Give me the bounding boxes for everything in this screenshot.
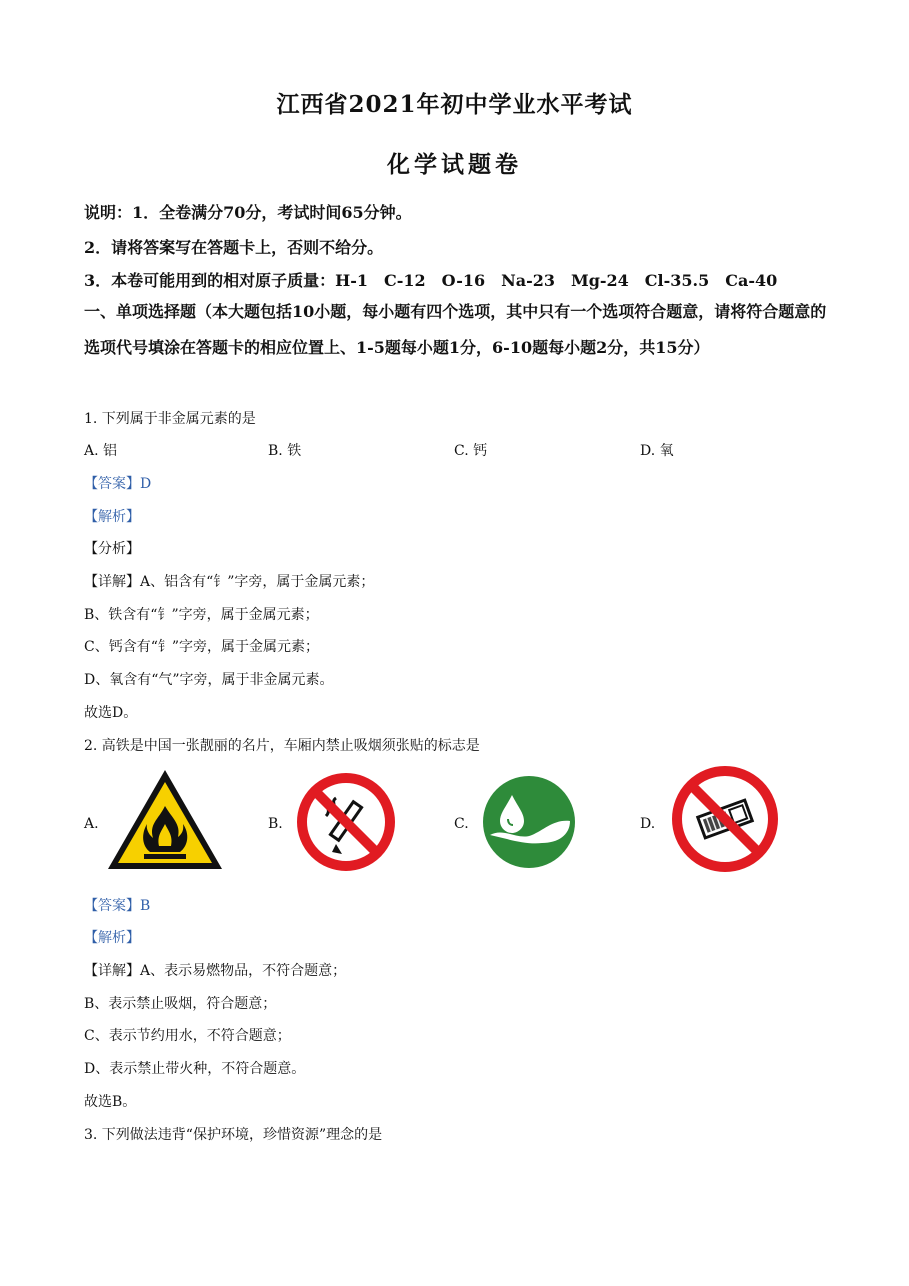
water-saving-icon — [482, 775, 576, 869]
q2-analysis-label: 【解析】 — [84, 930, 140, 946]
q1-option-a: A. 铝 — [84, 443, 118, 459]
q2-detail-1: 【详解】A、表示易燃物品，不符合题意； — [84, 963, 347, 979]
q1-fenxi-label: 【分析】 — [84, 541, 140, 557]
no-fire-source-icon — [670, 764, 780, 874]
q1-option-c: C. 钙 — [454, 443, 488, 459]
q1-detail-3: C、钙含有“钅”字旁，属于金属元素； — [84, 639, 320, 655]
flammable-warning-icon — [106, 768, 224, 872]
q2-answer: 【答案】B — [84, 898, 151, 914]
instruction-2: 2．请将答案写在答题卡上，否则不给分。 — [84, 238, 384, 257]
exam-title: 江西省2021年初中学业水平考试 — [276, 91, 633, 118]
q1-conclusion: 故选D。 — [84, 705, 138, 721]
section-heading: 一、单项选择题（本大题包括10小题，每小题有四个选项，其中只有一个选项符合题意，请将符合题意的选项代号填涂在答题卡的相应位置上、1-5题每小题1分，6-10题每小题2分，共15分） — [84, 302, 827, 357]
q1-detail-4: D、氧含有“气”字旁，属于非金属元素。 — [84, 672, 334, 688]
q2-option-d-label: D. — [640, 816, 656, 832]
q2-detail-2: B、表示禁止吸烟，符合题意； — [84, 996, 277, 1012]
q1-option-b: B. 铁 — [268, 443, 302, 459]
q3-stem: 3. 下列做法违背“保护环境，珍惜资源”理念的是 — [84, 1127, 383, 1143]
no-smoking-icon — [296, 772, 396, 872]
q2-option-c-label: C. — [454, 816, 469, 832]
q2-conclusion: 故选B。 — [84, 1094, 137, 1110]
q2-detail-3: C、表示节约用水，不符合题意； — [84, 1028, 291, 1044]
q1-stem: 1. 下列属于非金属元素的是 — [84, 411, 256, 427]
q1-detail-1: 【详解】A、铝含有“钅”字旁，属于金属元素； — [84, 574, 375, 590]
q2-option-b-label: B. — [268, 816, 283, 832]
instruction-3: 3．本卷可能用到的相对原子质量：H-1 C-12 O-16 Na-23 Mg-24 Cl-35.5 Ca-40 — [84, 271, 778, 290]
q2-stem: 2. 高铁是中国一张靓丽的名片，车厢内禁止吸烟须张贴的标志是 — [84, 738, 480, 754]
q1-option-d: D. 氧 — [640, 443, 674, 459]
q2-detail-4: D、表示禁止带火种，不符合题意。 — [84, 1061, 306, 1077]
q1-analysis-label: 【解析】 — [84, 509, 140, 525]
q1-detail-2: B、铁含有“钅”字旁，属于金属元素； — [84, 607, 319, 623]
q2-option-a-label: A. — [84, 816, 99, 832]
instruction-1: 说明：1．全卷满分70分，考试时间65分钟。 — [84, 203, 412, 222]
q1-answer: 【答案】D — [84, 476, 152, 492]
exam-subtitle: 化学试题卷 — [387, 151, 522, 178]
